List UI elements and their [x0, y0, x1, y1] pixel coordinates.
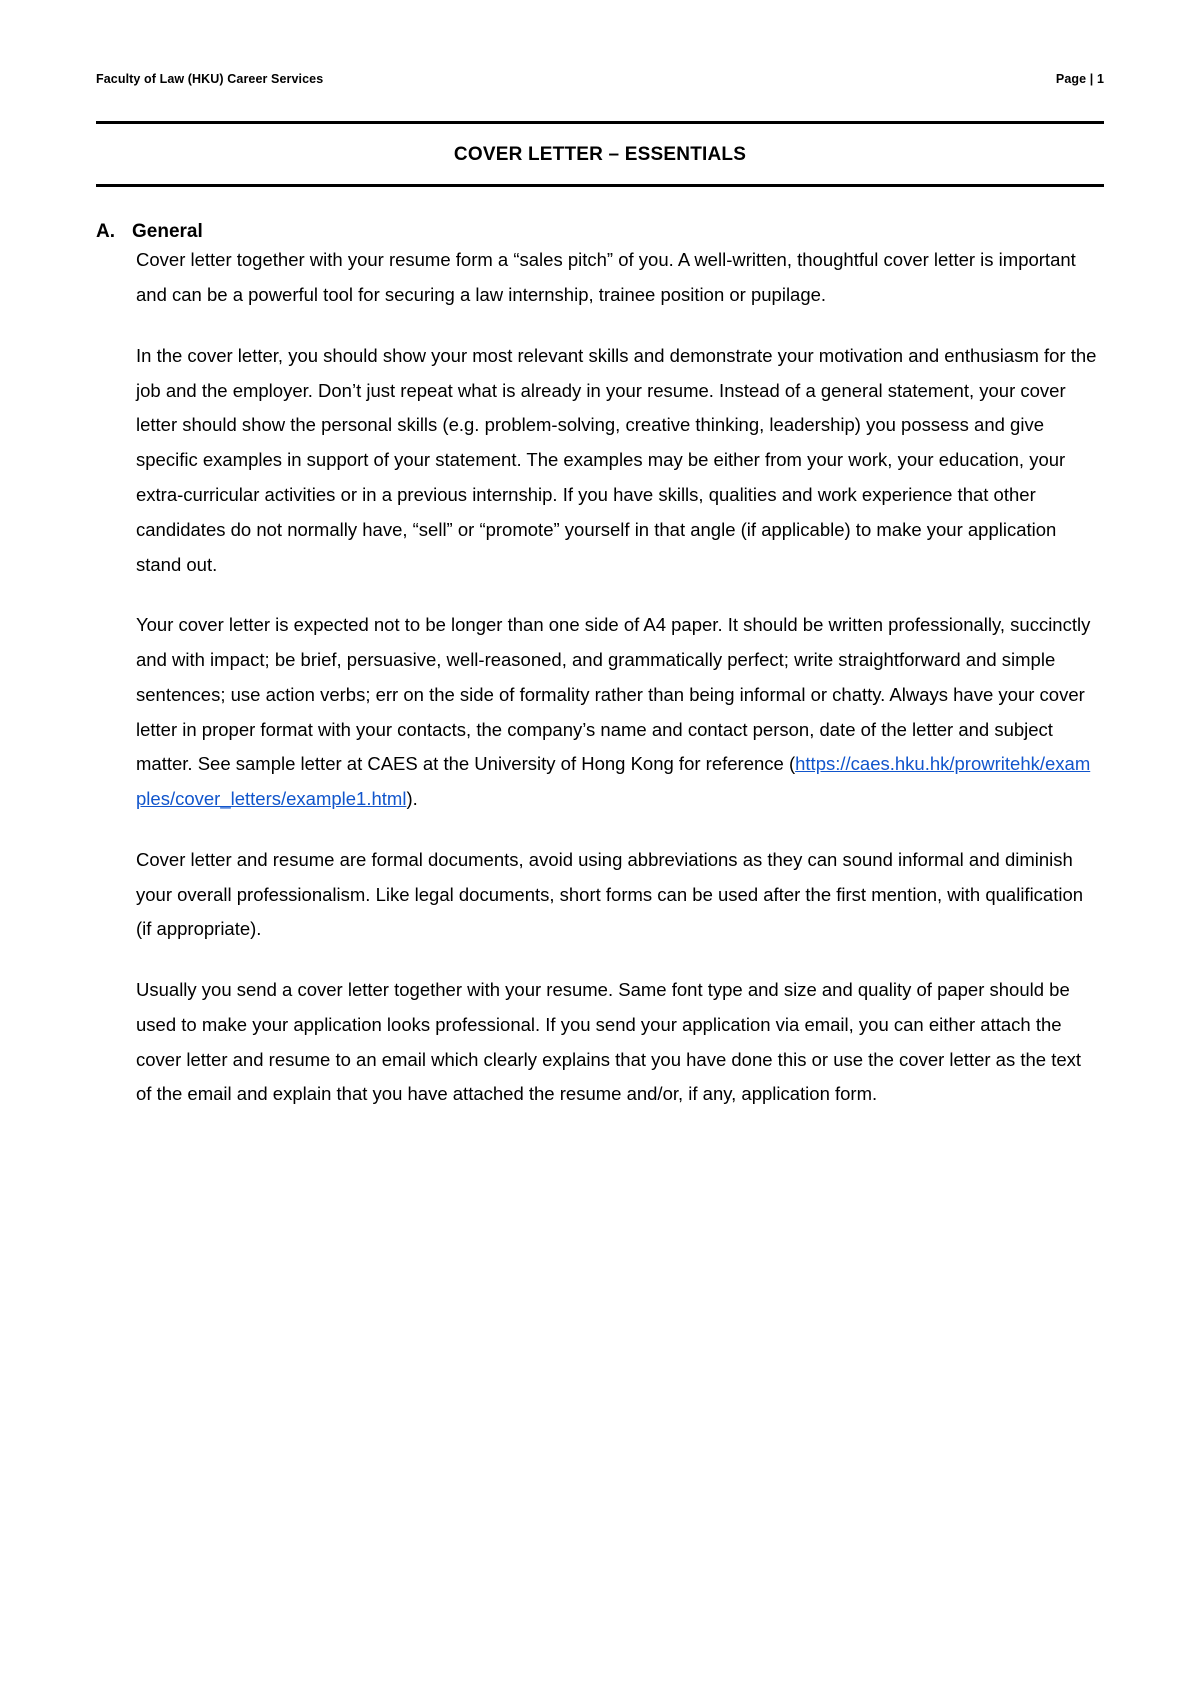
page-header [96, 70, 1104, 89]
header-divider-bottom [96, 184, 1104, 187]
section-general [96, 221, 1104, 1112]
section-heading [96, 221, 1104, 243]
paragraph-3-text-before: Your cover letter is expected not to be longer than one side of A4 paper. It should be written professionally, succinctly and with impact; be brief, persuasive, well-reasoned, and grammatically perfect; write straightforward and simple sentences; use action verbs; err on the side of formality rather than being informal or chatty. Always have your cover letter in proper format with your contacts, the company’s name and contact person, date of the letter and subject matter. See sample letter at CAES at the University of Hong Kong for reference ( [136, 614, 1091, 775]
section-title: General [132, 221, 203, 243]
paragraph-2: In the cover letter, you should show your most relevant skills and demonstrate your motivation and enthusiasm for the job and the employer. Don’t just repeat what is already in your resume. Instead of a general statement, your cover letter should show the personal skills (e.g. problem-solving, creative thinking, leadership) you possess and give specific examples in support of your statement. The examples may be either from your work, your education, your extra-curricular activities or in a previous internship. If you have skills, qualities and work experience that other candidates do not normally have, “sell” or “promote” yourself in that angle (if applicable) to make your application stand out. [136, 344, 1097, 575]
paragraph-1: Cover letter together with your resume form a “sales pitch” of you. A well-written, thoughtful cover letter is important and can be a powerful tool for securing a law internship, trainee position or pupilage. [136, 249, 1076, 306]
section-body [136, 243, 1098, 1112]
page-number: Page | 1 [1055, 72, 1104, 86]
document-title: COVER LETTER – ESSENTIALS [453, 144, 747, 166]
section-letter: A. [96, 221, 115, 243]
paragraph-3-text-after: ). [406, 788, 418, 810]
paragraph-5: Usually you send a cover letter together with your resume. Same font type and size and quality of paper should be used to make your application looks professional. If you send your application via email, you can either attach the cover letter and resume to an email which clearly explains that you have done this or use the cover letter as the text of the email and explain that you have attached the resume and/or, if any, application form. [136, 979, 1082, 1105]
paragraph-4: Cover letter and resume are formal documents, avoid using abbreviations as they can sound informal and diminish your overall professionalism. Like legal documents, short forms can be used after the first mention, with qualification (if appropriate). [136, 848, 1084, 940]
header-organization: Faculty of Law (HKU) Career Services [96, 72, 324, 86]
caes-sample-letter-link[interactable]: https://caes.hku.hk/prowritehk/examples/cover_letters/example1.html [136, 753, 1091, 810]
paragraph-3 [136, 608, 1098, 817]
